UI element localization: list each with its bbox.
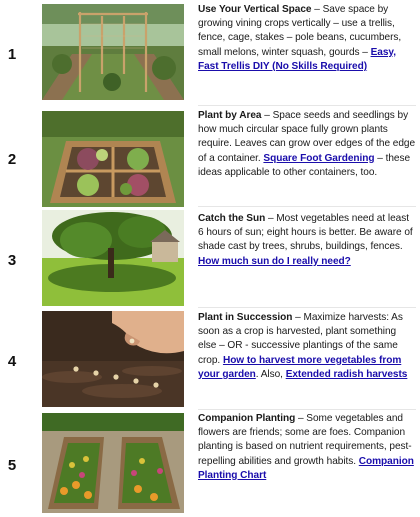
tip-text	[198, 212, 416, 269]
tip-body: – Save space by growing vining crops vertically – use a trellis, fence, cage, stakes – pole beans, cucumbers, small melons, winter squash, gourds –	[198, 4, 402, 58]
tip-number: 1	[7, 46, 17, 63]
tip-row	[0, 307, 420, 411]
harvest-more-link[interactable]: How to harvest more vegetables from your garden	[198, 354, 402, 380]
raised-beds-photo	[42, 111, 184, 207]
tip-body: – Some vegetables and flowers are friends; some are foes. Companion planting is based on nutrient requirements, pest-repelling abilities and growth habits.	[198, 413, 412, 467]
tip-number: 4	[7, 353, 17, 370]
sunny-lawn-photo	[42, 210, 184, 306]
tip-body: – Space seeds and seedlings by how much circular space fully grown plants require. Leaves can grow over edges of the edge of a container.	[198, 110, 416, 164]
tip-row	[0, 206, 420, 310]
sowing-seeds-photo	[42, 311, 184, 407]
trellis-photo	[42, 4, 184, 100]
divider	[198, 206, 416, 207]
tip-row	[0, 105, 420, 209]
tip-row	[0, 409, 420, 517]
companion-garden-photo	[42, 413, 184, 513]
divider	[198, 307, 416, 308]
tip-body: – Most vegetables need at least 6 hours of sun; eight hours is better. Be aware of shade cast by trees, shrubs, buildings, fences.	[198, 213, 413, 253]
tip-title: Plant by Area	[198, 110, 262, 121]
tip-body-after: . Also,	[255, 368, 286, 380]
tip-number: 5	[7, 457, 17, 474]
tip-text	[198, 3, 416, 74]
tip-number: 3	[7, 252, 17, 269]
tip-title: Plant in Succession	[198, 312, 293, 323]
tip-body-after: – these ideas applicable to other containers, too.	[198, 152, 411, 178]
tip-row	[0, 0, 420, 104]
radish-harvests-link[interactable]: Extended radish harvests	[285, 368, 408, 380]
tip-title: Use Your Vertical Space	[198, 4, 312, 15]
tip-number: 2	[7, 151, 17, 168]
tip-text	[198, 109, 416, 180]
sun-needs-link[interactable]: How much sun do I really need?	[198, 255, 351, 267]
tip-title: Companion Planting	[198, 413, 296, 424]
divider	[198, 105, 416, 106]
square-foot-gardening-link[interactable]: Square Foot Gardening	[263, 152, 375, 164]
companion-planting-chart-link[interactable]: Companion Planting Chart	[198, 455, 414, 481]
tip-title: Catch the Sun	[198, 213, 266, 224]
trellis-diy-link[interactable]: Easy, Fast Trellis DIY (No Skills Required)	[198, 46, 396, 72]
tip-text	[198, 311, 416, 382]
divider	[198, 409, 416, 410]
tip-text	[198, 412, 416, 483]
tip-body: – Maximize harvests: As soon as a crop is harvested, plant something else – OR - successive plantings of the same crop.	[198, 312, 403, 366]
